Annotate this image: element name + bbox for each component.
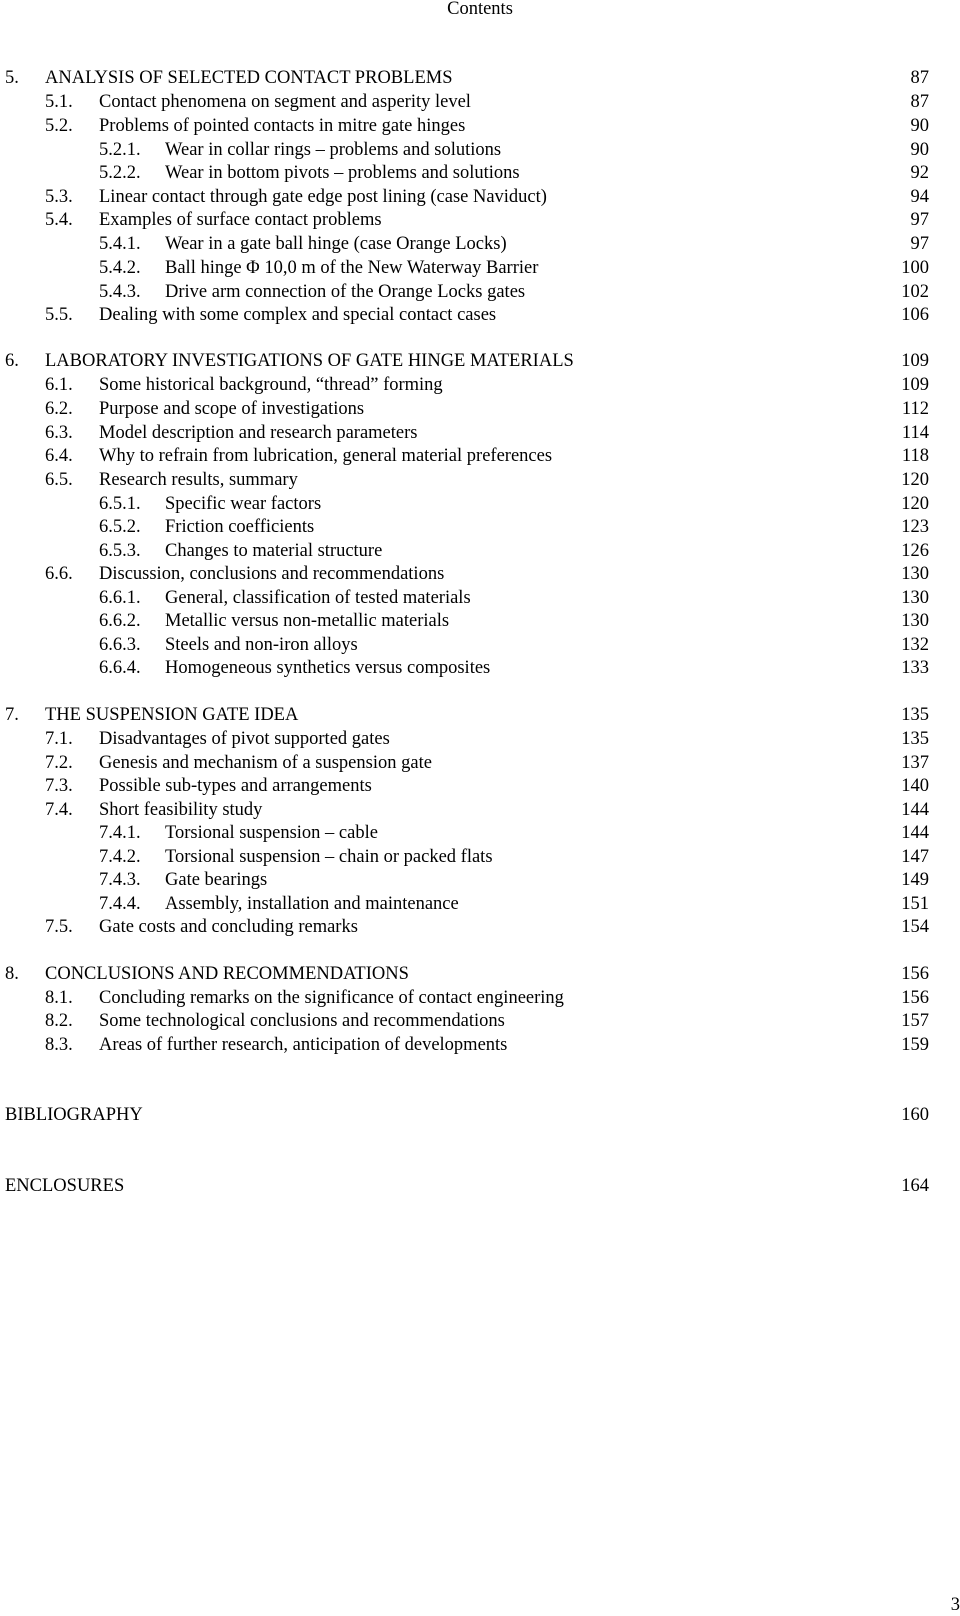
toc-entry-page: 102 <box>901 282 929 302</box>
toc-entry-page: 90 <box>910 140 929 160</box>
toc-entry-title: Homogeneous synthetics versus composites <box>165 658 491 678</box>
toc-entry <box>0 185 960 209</box>
toc-entry-title: ENCLOSURES <box>5 1176 125 1196</box>
toc-entry-number: 5.4. <box>45 210 73 230</box>
toc-entry-title: General, classification of tested materials <box>165 588 471 608</box>
toc-entry-page: 109 <box>901 351 929 371</box>
toc-entry-page: 140 <box>901 776 929 796</box>
toc-entry <box>0 515 960 539</box>
toc-entry <box>0 397 960 421</box>
toc-entry-title: Model description and research parameters <box>99 423 418 443</box>
toc-entry <box>0 492 960 516</box>
toc-entry-page: 144 <box>901 823 929 843</box>
toc-entry-number: 6.6.3. <box>99 635 141 655</box>
toc-entry-number: 5.4.2. <box>99 258 141 278</box>
toc-entry-title: ANALYSIS OF SELECTED CONTACT PROBLEMS <box>45 68 453 88</box>
toc-entry-page: 133 <box>901 658 929 678</box>
toc-entry-title: Specific wear factors <box>165 494 322 514</box>
toc-entry <box>0 868 960 892</box>
toc-entry-number: 5.2. <box>45 116 73 136</box>
toc-entry <box>0 208 960 232</box>
toc-entry <box>0 703 960 727</box>
toc-entry-title: THE SUSPENSION GATE IDEA <box>45 705 299 725</box>
toc-entry-number: 5. <box>5 68 19 88</box>
toc-entry-page: 130 <box>901 611 929 631</box>
toc-entry-title: Torsional suspension – chain or packed flats <box>165 847 493 867</box>
toc-entry-number: 5.4.1. <box>99 234 141 254</box>
toc-entry-page: 114 <box>901 423 929 443</box>
toc-entry <box>0 421 960 445</box>
toc-entry-number: 6.6.1. <box>99 588 141 608</box>
toc-entry-number: 6.2. <box>45 399 73 419</box>
toc-entry-title: LABORATORY INVESTIGATIONS OF GATE HINGE MATERIALS <box>45 351 574 371</box>
toc-entry-page: 147 <box>901 847 929 867</box>
toc-entry <box>0 727 960 751</box>
toc-entry <box>0 349 960 373</box>
toc-entry-number: 7.3. <box>45 776 73 796</box>
toc-entry <box>0 633 960 657</box>
toc-entry-number: 6. <box>5 351 19 371</box>
toc-entry-page: 97 <box>910 210 929 230</box>
toc-entry-number: 8.1. <box>45 988 73 1008</box>
toc-entry-title: Gate costs and concluding remarks <box>99 917 358 937</box>
toc-entry <box>0 986 960 1010</box>
toc-entry-title: Drive arm connection of the Orange Locks gates <box>165 282 526 302</box>
toc-entry-number: 6.5.2. <box>99 517 141 537</box>
toc-entry-title: Changes to material structure <box>165 541 383 561</box>
toc-entry <box>0 609 960 633</box>
toc-entry-title: Discussion, conclusions and recommendations <box>99 564 445 584</box>
toc-entry-title: Areas of further research, anticipation of developments <box>99 1035 508 1055</box>
toc-entry-number: 5.4.3. <box>99 282 141 302</box>
toc-entry-page: 87 <box>910 92 929 112</box>
toc-entry <box>0 915 960 939</box>
toc-entry <box>0 1009 960 1033</box>
toc-entry-number: 6.4. <box>45 446 73 466</box>
toc-entry-number: 7.4. <box>45 800 73 820</box>
toc-entry-number: 6.6. <box>45 564 73 584</box>
toc-entry-number: 5.2.2. <box>99 163 141 183</box>
toc-entry <box>0 90 960 114</box>
toc-entry-page: 92 <box>910 163 929 183</box>
toc-entry-title: Some historical background, “thread” forming <box>99 375 443 395</box>
toc-entry-number: 7.4.1. <box>99 823 141 843</box>
toc-entry-title: Wear in collar rings – problems and solutions <box>165 140 502 160</box>
toc-entry <box>0 138 960 162</box>
toc-entry-title: Purpose and scope of investigations <box>99 399 365 419</box>
toc-entry <box>0 1174 960 1198</box>
toc-entry-title: Possible sub-types and arrangements <box>99 776 372 796</box>
toc-entry <box>0 821 960 845</box>
toc-entry-title: Contact phenomena on segment and asperity level <box>99 92 471 112</box>
toc-entry-number: 7.4.4. <box>99 894 141 914</box>
toc-entry-title: Genesis and mechanism of a suspension gate <box>99 753 432 773</box>
toc-entry-page: 100 <box>901 258 929 278</box>
toc-entry <box>0 1033 960 1057</box>
toc-entry-title: Assembly, installation and maintenance <box>165 894 459 914</box>
toc-entry-page: 97 <box>910 234 929 254</box>
toc-entry-number: 8.3. <box>45 1035 73 1055</box>
toc-entry <box>0 373 960 397</box>
toc-entry-number: 7.1. <box>45 729 73 749</box>
toc-entry-number: 8. <box>5 964 19 984</box>
toc-entry-page: 120 <box>901 470 929 490</box>
toc-entry-number: 7.2. <box>45 753 73 773</box>
toc-entry-page: 164 <box>901 1176 929 1196</box>
toc-entry-title: Wear in bottom pivots – problems and solutions <box>165 163 520 183</box>
toc-entry-page: 120 <box>901 494 929 514</box>
toc-entry-page: 118 <box>901 446 929 466</box>
toc-entry-page: 160 <box>901 1105 929 1125</box>
toc-entry-number: 6.6.2. <box>99 611 141 631</box>
toc-entry-title: Short feasibility study <box>99 800 263 820</box>
toc-entry-page: 137 <box>901 753 929 773</box>
toc-entry <box>0 774 960 798</box>
toc-entry-title: Why to refrain from lubrication, general material preferences <box>99 446 553 466</box>
page-number: 3 <box>950 1595 960 1615</box>
toc-entry-number: 7. <box>5 705 19 725</box>
toc-entry-page: 144 <box>901 800 929 820</box>
toc-entry-title: Ball hinge Φ 10,0 m of the New Waterway Barrier <box>165 258 539 278</box>
toc-entry-title: Dealing with some complex and special contact cases <box>99 305 497 325</box>
toc-entry-number: 6.5.1. <box>99 494 141 514</box>
header-title: Contents <box>447 0 513 19</box>
toc-entry-number: 5.2.1. <box>99 140 141 160</box>
toc-entry-page: 132 <box>901 635 929 655</box>
toc-entry <box>0 656 960 680</box>
toc-entry <box>0 444 960 468</box>
toc-entry-title: Gate bearings <box>165 870 268 890</box>
toc-entry-number: 6.5.3. <box>99 541 141 561</box>
toc-entry-number: 8.2. <box>45 1011 73 1031</box>
toc-entry-title: Metallic versus non-metallic materials <box>165 611 450 631</box>
toc-entry <box>0 256 960 280</box>
toc-entry-page: 87 <box>910 68 929 88</box>
toc-entry <box>0 66 960 90</box>
toc-entry-number: 6.3. <box>45 423 73 443</box>
toc-entry-title: Linear contact through gate edge post lining (case Naviduct) <box>99 187 547 207</box>
toc-entry-number: 6.6.4. <box>99 658 141 678</box>
toc-entry-title: Some technological conclusions and recommendations <box>99 1011 505 1031</box>
toc-entry-number: 7.5. <box>45 917 73 937</box>
toc-entry <box>0 962 960 986</box>
toc-entry <box>0 280 960 304</box>
toc-entry-number: 6.1. <box>45 375 73 395</box>
toc-entry <box>0 232 960 256</box>
toc-entry-title: Research results, summary <box>99 470 298 490</box>
toc-entry-page: 157 <box>901 1011 929 1031</box>
toc-entry <box>0 845 960 869</box>
toc-entry-number: 7.4.2. <box>99 847 141 867</box>
toc-entry-page: 106 <box>901 305 929 325</box>
toc-entry-number: 7.4.3. <box>99 870 141 890</box>
toc-entry <box>0 161 960 185</box>
toc-entry-page: 130 <box>901 588 929 608</box>
toc-entry <box>0 303 960 327</box>
toc-entry-page: 90 <box>910 116 929 136</box>
toc-entry <box>0 892 960 916</box>
toc-entry <box>0 586 960 610</box>
toc-entry-page: 156 <box>901 988 929 1008</box>
toc-entry-page: 109 <box>901 375 929 395</box>
toc-entry <box>0 468 960 492</box>
toc-entry-page: 130 <box>901 564 929 584</box>
toc-entry-title: Torsional suspension – cable <box>165 823 378 843</box>
toc-entry-page: 156 <box>901 964 929 984</box>
toc-entry-title: Disadvantages of pivot supported gates <box>99 729 390 749</box>
toc-entry-page: 126 <box>901 541 929 561</box>
toc-entry <box>0 114 960 138</box>
toc-entry-title: BIBLIOGRAPHY <box>5 1105 143 1125</box>
toc-entry-title: Friction coefficients <box>165 517 315 537</box>
toc-entry-number: 6.5. <box>45 470 73 490</box>
toc-entry-page: 123 <box>901 517 929 537</box>
toc-entry-number: 5.5. <box>45 305 73 325</box>
toc-entry-page: 159 <box>901 1035 929 1055</box>
toc-entry <box>0 751 960 775</box>
toc-entry-page: 154 <box>901 917 929 937</box>
toc-entry-title: CONCLUSIONS AND RECOMMENDATIONS <box>45 964 409 984</box>
toc-entry-page: 112 <box>901 399 929 419</box>
toc-entry-title: Concluding remarks on the significance of contact engineering <box>99 988 564 1008</box>
toc-entry <box>0 798 960 822</box>
toc-entry-title: Problems of pointed contacts in mitre gate hinges <box>99 116 466 136</box>
toc-entry <box>0 1103 960 1127</box>
toc-entry-title: Steels and non-iron alloys <box>165 635 358 655</box>
toc-entry-number: 5.1. <box>45 92 73 112</box>
toc-entry-number: 5.3. <box>45 187 73 207</box>
toc-entry <box>0 562 960 586</box>
toc-entry-title: Wear in a gate ball hinge (case Orange Locks) <box>165 234 507 254</box>
toc-entry-page: 151 <box>901 894 929 914</box>
toc-entry-page: 135 <box>901 705 929 725</box>
toc-entry-page: 149 <box>901 870 929 890</box>
toc-entry-page: 135 <box>901 729 929 749</box>
toc-entry-page: 94 <box>910 187 929 207</box>
toc-entry-title: Examples of surface contact problems <box>99 210 382 230</box>
toc-entry <box>0 539 960 563</box>
